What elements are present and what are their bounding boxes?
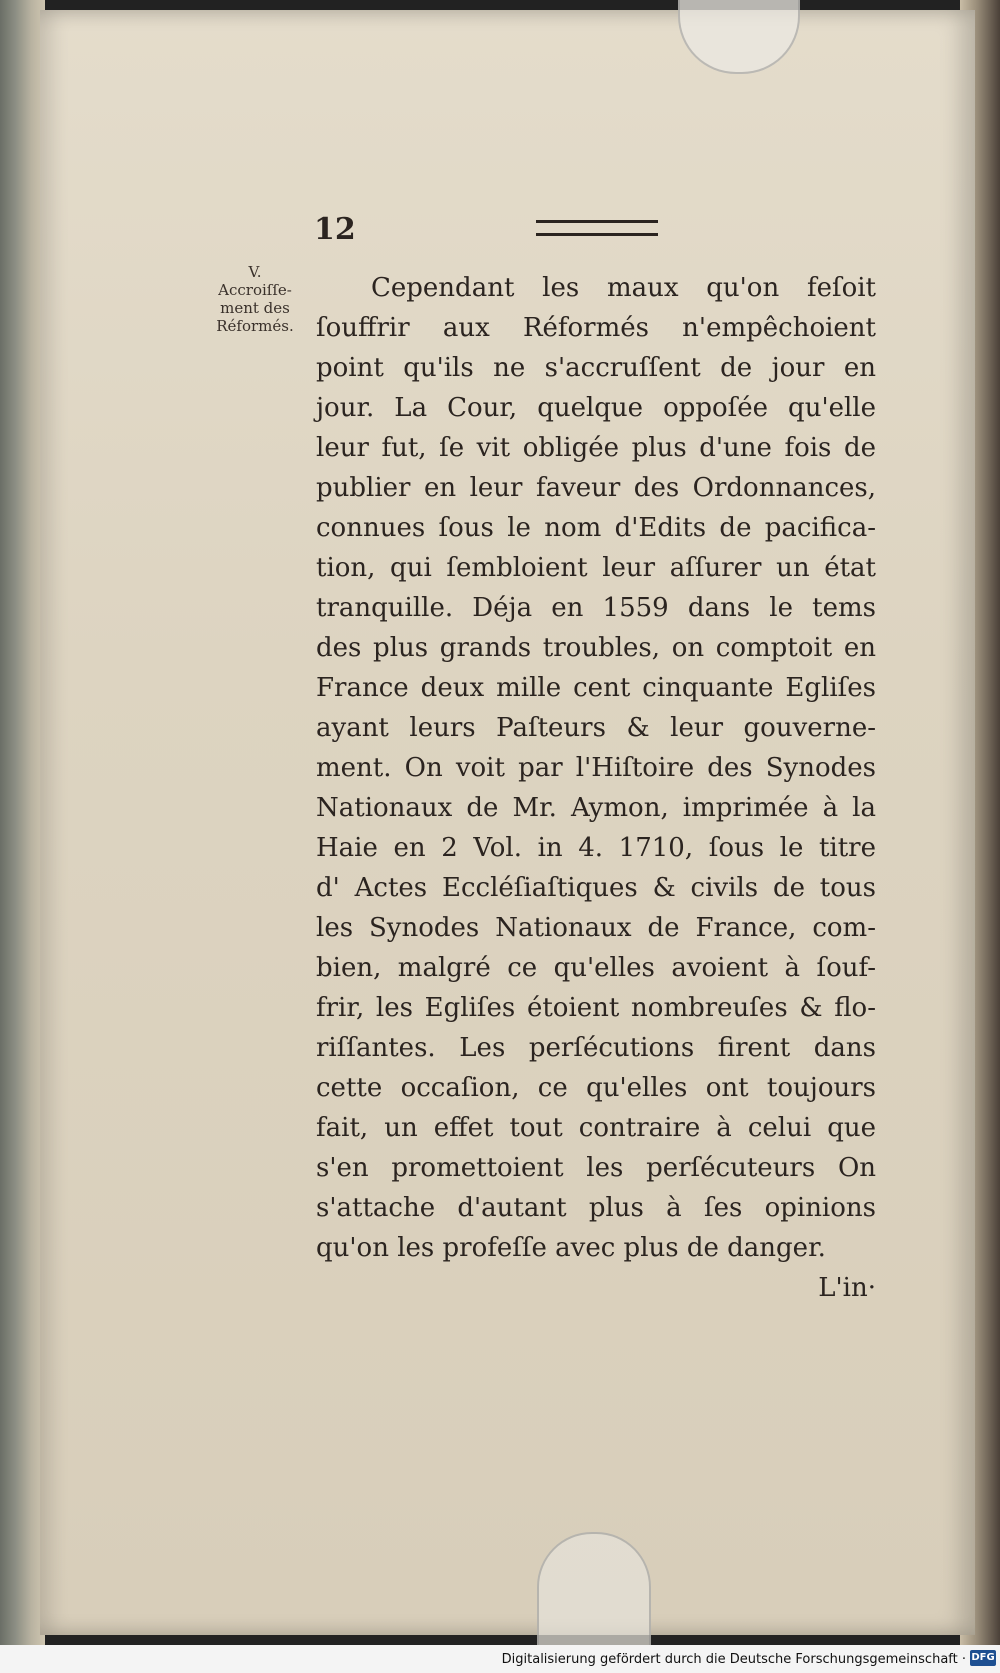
text-line: ment. On voit par l'Hiſtoire des Synodes xyxy=(316,753,876,783)
header-rule xyxy=(536,220,658,236)
text-line: Cependant les maux qu'on feſoit xyxy=(371,273,876,303)
text-line: Haie en 2 Vol. in 4. 1710, ſous le titre xyxy=(316,833,876,863)
text-line: leur fut, ſe vit obligée plus d'une fois de xyxy=(316,433,876,463)
text-line: point qu'ils ne s'accruſſent de jour en xyxy=(316,353,876,383)
text-line: tranquille. Déja en 1559 dans le tems xyxy=(316,593,876,623)
margin-note-line: Accroiſſe- xyxy=(218,281,292,299)
page-clip-bottom xyxy=(537,1532,651,1647)
body-text xyxy=(316,268,876,1308)
text-line: des plus grands troubles, on comptoit en xyxy=(316,633,876,663)
text-line: les Synodes Nationaux de France, com- xyxy=(316,913,876,943)
text-line: cette occaſion, ce qu'elles ont toujours xyxy=(316,1073,876,1103)
margin-note xyxy=(200,263,310,335)
catchword: L'in· xyxy=(818,1273,876,1303)
dfg-logo-icon: DFG xyxy=(970,1650,996,1666)
page-number: 12 xyxy=(314,212,356,247)
text-line: riſſantes. Les perſécutions firent dans xyxy=(316,1033,876,1063)
text-line: s'attache d'autant plus à ſes opinions xyxy=(316,1193,876,1223)
text-line: s'en promettoient les perſécuteurs On xyxy=(316,1153,876,1183)
text-line: publier en leur faveur des Ordonnances, xyxy=(316,473,876,503)
text-line: fait, un effet tout contraire à celui que xyxy=(316,1113,876,1143)
text-line: Nationaux de Mr. Aymon, imprimée à la xyxy=(316,793,876,823)
margin-note-line: ment des xyxy=(220,299,290,317)
margin-note-line: V. xyxy=(248,263,262,281)
text-line: ſouffrir aux Réformés n'empêchoient xyxy=(316,313,876,343)
text-line: bien, malgré ce qu'elles avoient à ſouf- xyxy=(316,953,876,983)
text-line: qu'on les profeſſe avec plus de danger. xyxy=(316,1233,826,1263)
text-line: tion, qui ſembloient leur aſſurer un état xyxy=(316,553,876,583)
text-line: connues ſous le nom d'Edits de pacifica- xyxy=(316,513,876,543)
digitization-footer xyxy=(0,1645,1000,1673)
margin-note-line: Réformés. xyxy=(216,317,294,335)
text-line: frir, les Egliſes étoient nombreuſes & flo- xyxy=(316,993,876,1023)
text-line: d' Actes Eccléſiaſtiques & civils de tous xyxy=(316,873,876,903)
text-line: jour. La Cour, quelque oppoſée qu'elle xyxy=(316,393,876,423)
text-line: France deux mille cent cinquante Egliſes xyxy=(316,673,876,703)
footer-credit: Digitalisierung gefördert durch die Deutsche Forschungsgemeinschaft · xyxy=(501,1652,966,1667)
text-line: ayant leurs Paſteurs & leur gouverne- xyxy=(316,713,876,743)
book-edge-left xyxy=(0,0,45,1645)
